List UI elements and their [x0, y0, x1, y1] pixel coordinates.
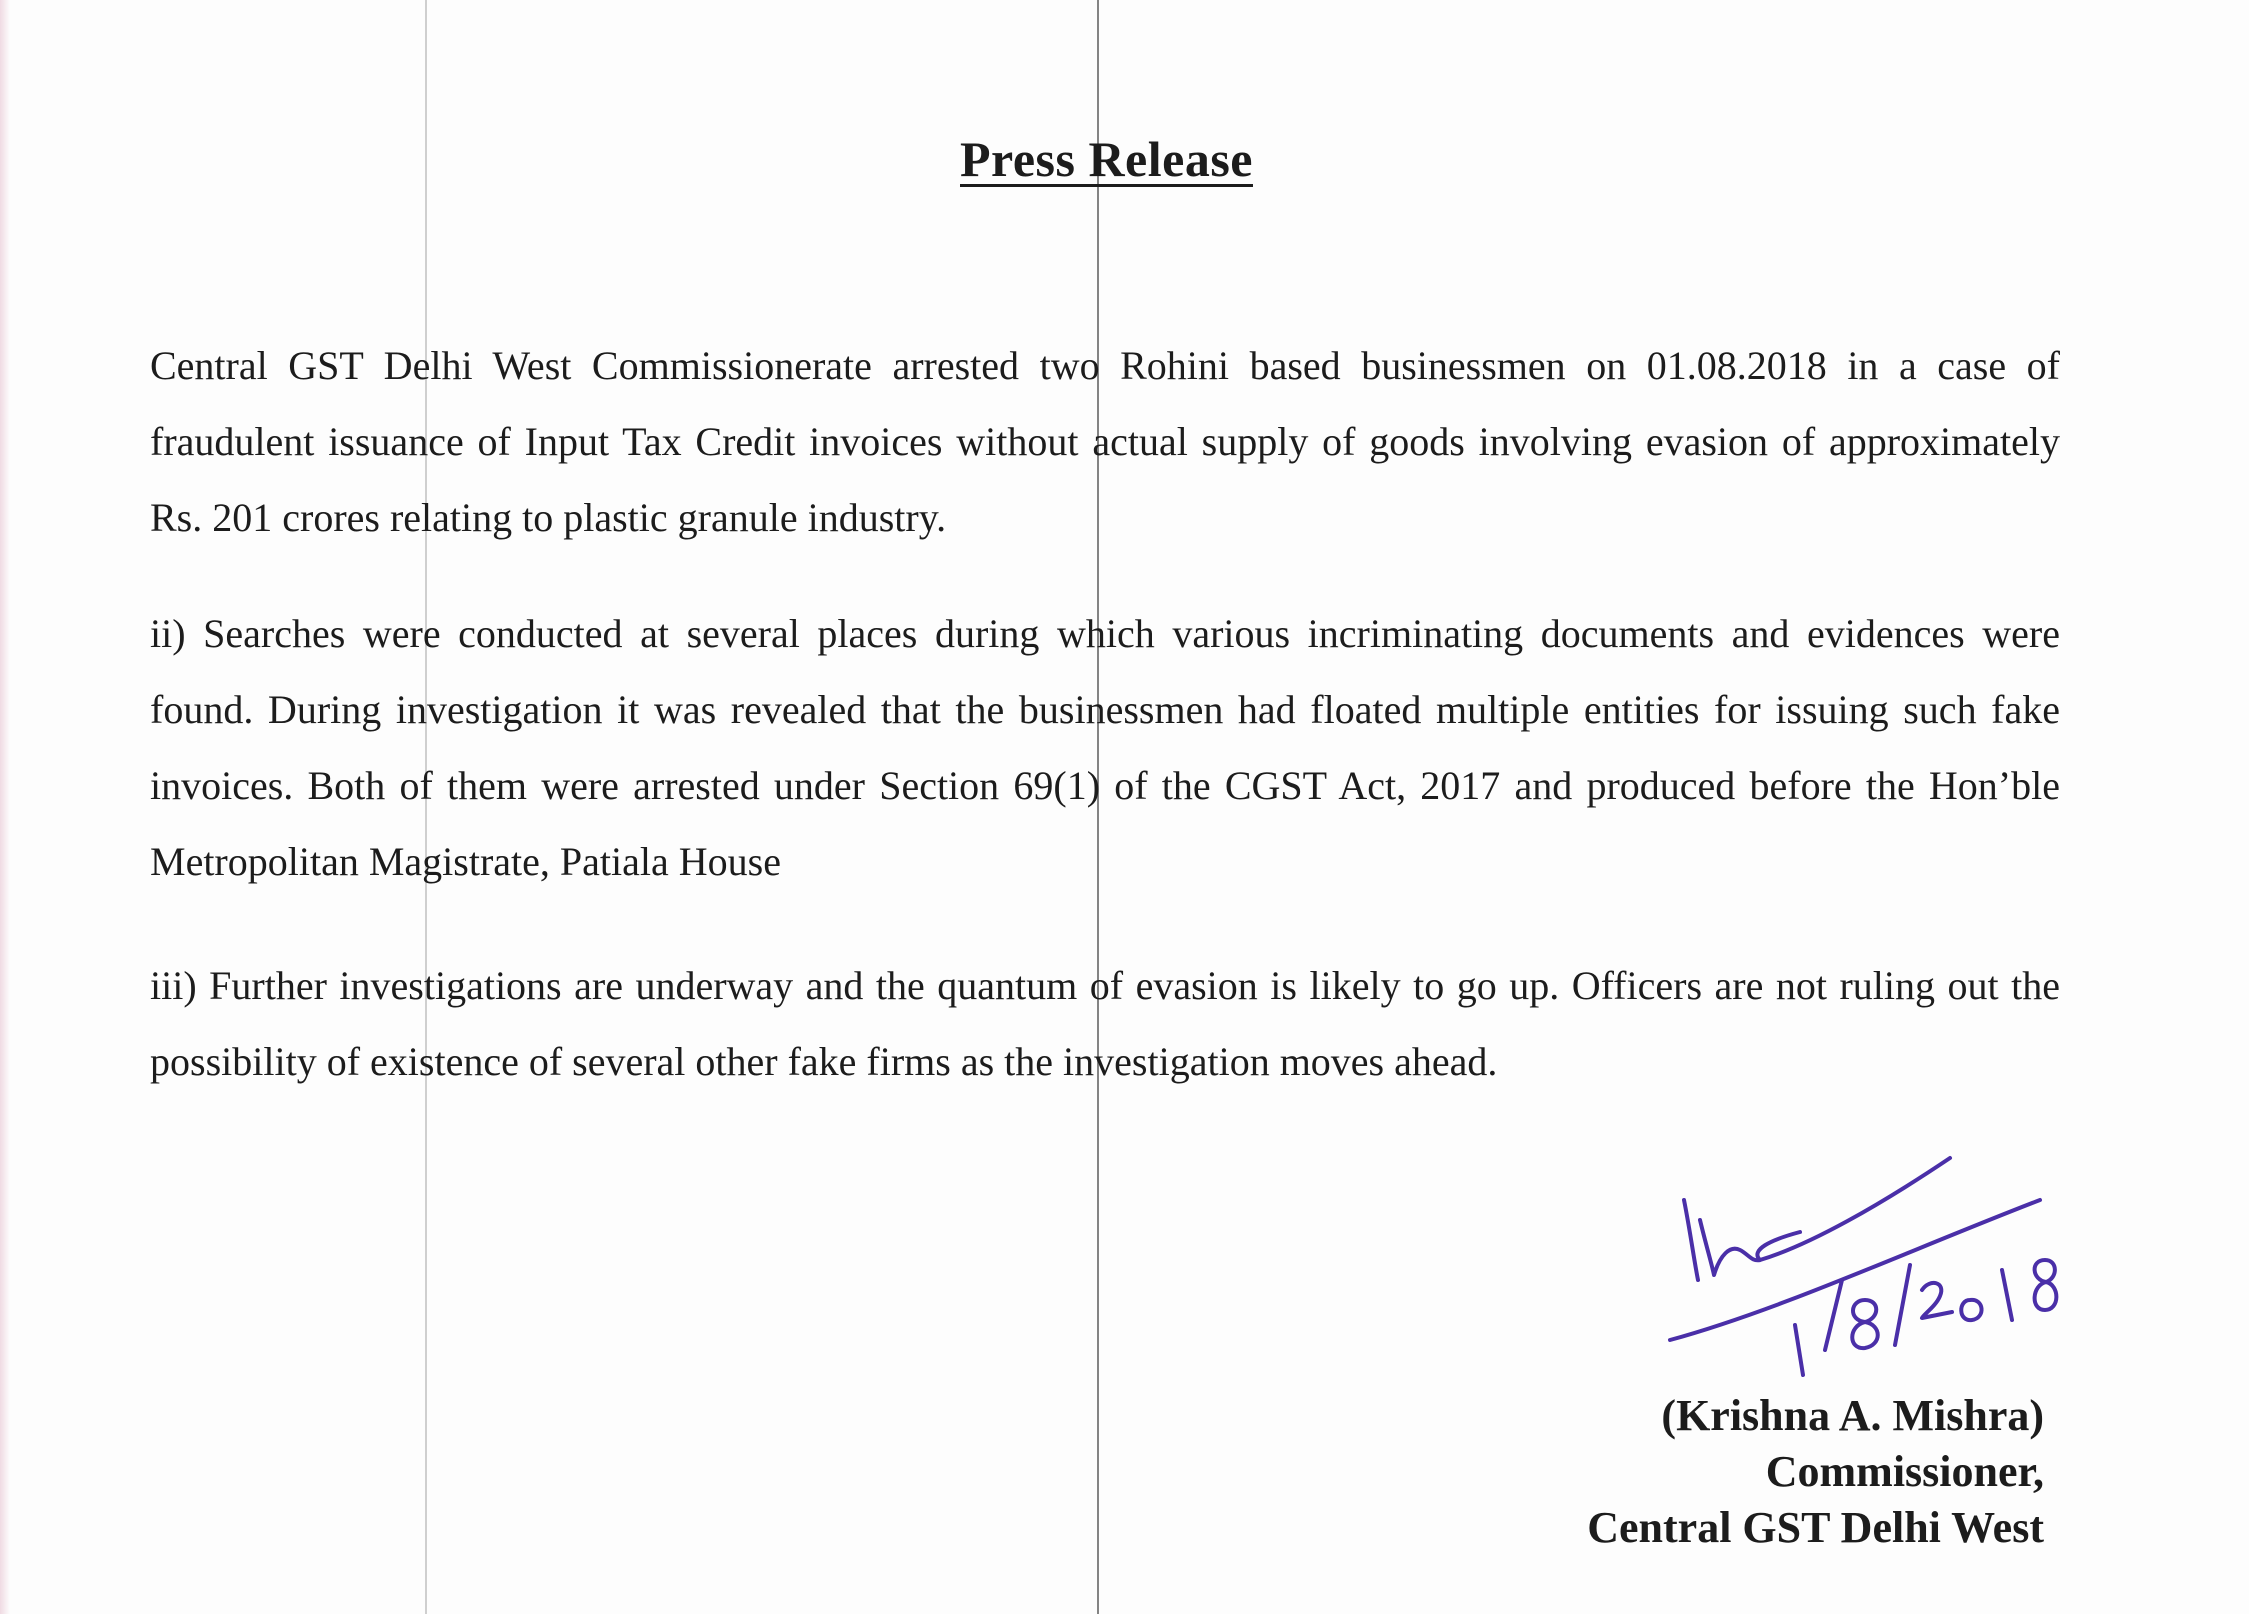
- scan-edge-tint: [0, 0, 10, 1614]
- paragraph-2: ii) Searches were conducted at several places during which various incriminating documents and evidences were found. During investigation it was revealed that the businessmen had floated multiple entities for issuing such fake invoices. Both of them were arrested under Section 69(1) of the CGST Act, 2017 and produced before the Hon’ble Metropolitan Magistrate, Patiala House: [150, 611, 2060, 884]
- signatory-office: Central GST Delhi West: [1587, 1503, 2044, 1552]
- signatory-name: (Krishna A. Mishra): [1661, 1391, 2044, 1440]
- signatory-block: [1587, 1388, 2044, 1556]
- handwritten-signature: [1660, 1150, 2140, 1380]
- handwritten-date: [1795, 1260, 2056, 1375]
- paragraph-1: Central GST Delhi West Commissionerate arrested two Rohini based businessmen on 01.08.2018 in a case of fraudulent issuance of Input Tax Credit invoices without actual supply of goods involving evasion of approximately Rs. 201 crores relating to plastic granule industry.: [150, 343, 2060, 540]
- document-title: Press Release: [960, 131, 1253, 187]
- signatory-designation: Commissioner,: [1765, 1447, 2044, 1496]
- paragraph-3: iii) Further investigations are underway and the quantum of evasion is likely to go up. Officers are not ruling out the possibility of existence of several other fake firms as the investigation moves ahead.: [150, 963, 2060, 1084]
